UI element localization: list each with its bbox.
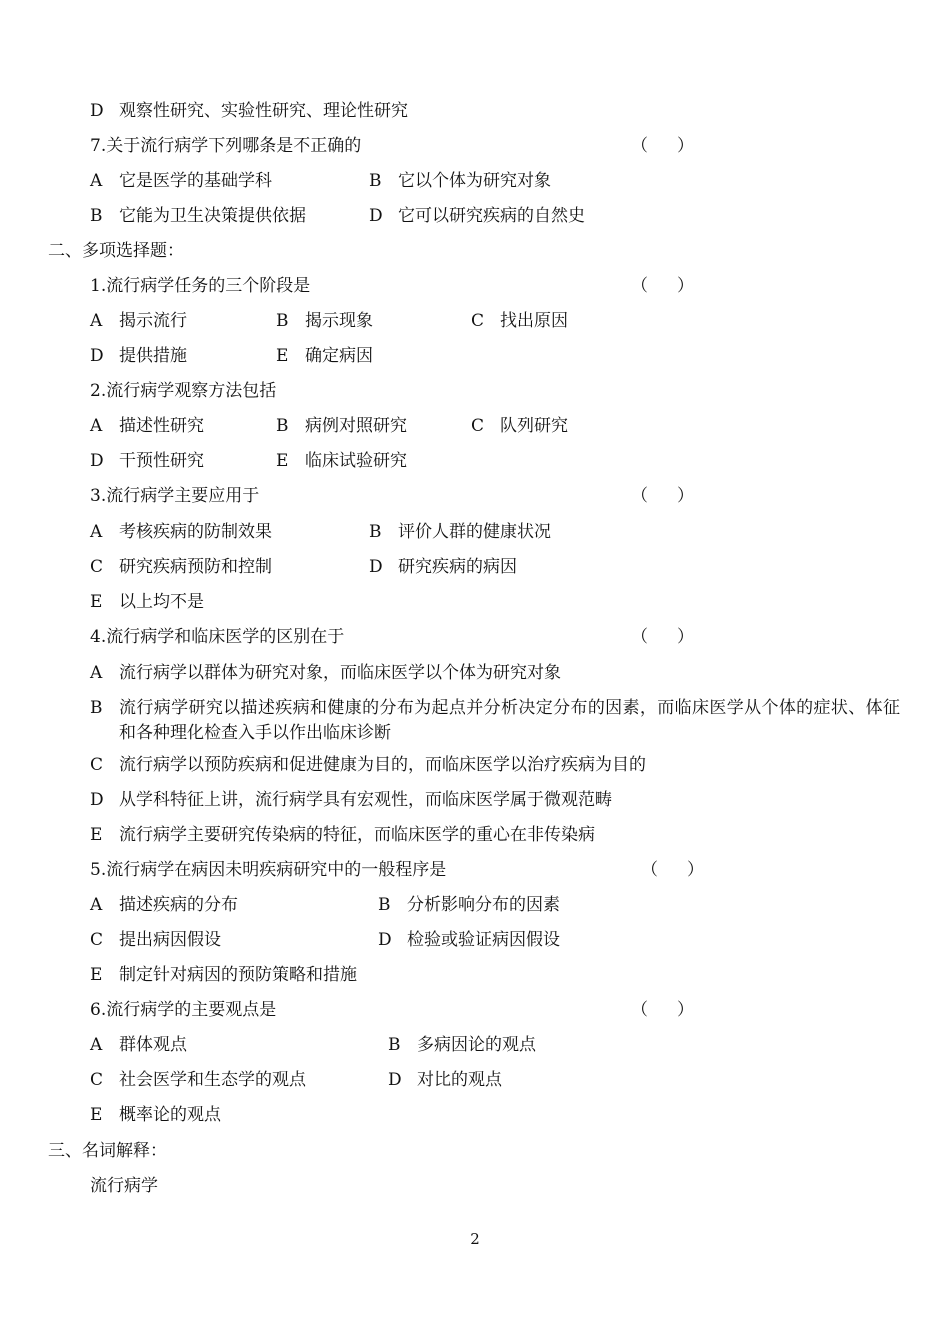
question-stem: 5.流行病学在病因未明疾病研究中的一般程序是 bbox=[90, 860, 447, 880]
option-letter: A bbox=[90, 663, 103, 683]
option-letter: C bbox=[471, 311, 485, 331]
option-text: 检验或验证病因假设 bbox=[407, 930, 560, 950]
option-text: 病例对照研究 bbox=[305, 416, 407, 436]
option-letter: C bbox=[90, 930, 104, 950]
answer-blank[interactable]: （ ） bbox=[631, 136, 694, 156]
option-letter: B bbox=[276, 311, 289, 331]
option-text: 找出原因 bbox=[500, 311, 568, 331]
option-letter: B bbox=[378, 895, 391, 915]
option-text: 多病因论的观点 bbox=[417, 1035, 536, 1055]
option-letter: D bbox=[90, 101, 104, 121]
answer-blank[interactable]: （ ） bbox=[641, 860, 704, 880]
option-letter: D bbox=[90, 346, 104, 366]
option-text: 揭示流行 bbox=[119, 311, 187, 331]
option-letter: D bbox=[90, 790, 104, 810]
option-letter: B bbox=[276, 416, 289, 436]
option-text: 提供措施 bbox=[119, 346, 187, 366]
option-text: 描述疾病的分布 bbox=[119, 895, 238, 915]
option-letter: B bbox=[369, 522, 382, 542]
option-letter: A bbox=[90, 895, 103, 915]
page-number: 2 bbox=[470, 1230, 480, 1248]
option-text: 临床试验研究 bbox=[305, 451, 407, 471]
option-letter: D bbox=[378, 930, 392, 950]
option-text: 描述性研究 bbox=[119, 416, 204, 436]
section-heading-text: 三、名词解释： bbox=[48, 1141, 167, 1161]
option-letter: C bbox=[471, 416, 485, 436]
option-text: 概率论的观点 bbox=[119, 1105, 221, 1125]
answer-blank[interactable]: （ ） bbox=[631, 276, 694, 296]
option-letter: E bbox=[276, 346, 289, 366]
question-stem: 4.流行病学和临床医学的区别在于 bbox=[90, 627, 345, 647]
option-letter: E bbox=[90, 592, 103, 612]
option-text: 队列研究 bbox=[500, 416, 568, 436]
option-text: 制定针对病因的预防策略和措施 bbox=[119, 965, 357, 985]
option-text: 分析影响分布的因素 bbox=[407, 895, 560, 915]
option-text: 流行病学主要研究传染病的特征，而临床医学的重心在非传染病 bbox=[119, 825, 595, 845]
question-stem: 1.流行病学任务的三个阶段是 bbox=[90, 276, 311, 296]
option-letter: A bbox=[90, 416, 103, 436]
question-stem: 2.流行病学观察方法包括 bbox=[90, 381, 277, 401]
answer-blank[interactable]: （ ） bbox=[631, 486, 694, 506]
answer-blank[interactable]: （ ） bbox=[631, 627, 694, 647]
option-text: 揭示现象 bbox=[305, 311, 373, 331]
option-text: 观察性研究、实验性研究、理论性研究 bbox=[119, 101, 408, 121]
option-letter: B bbox=[388, 1035, 401, 1055]
option-letter: B bbox=[90, 206, 103, 226]
term-text: 流行病学 bbox=[90, 1176, 158, 1196]
option-text: 它是医学的基础学科 bbox=[119, 171, 272, 191]
option-text: 确定病因 bbox=[305, 346, 373, 366]
option-text: 社会医学和生态学的观点 bbox=[119, 1070, 306, 1090]
option-letter: D bbox=[90, 451, 104, 471]
option-text: 流行病学研究以描述疾病和健康的分布为起点并分析决定分布的因素，而临床医学从个体的症状、体征和各种理化检查入手以作出临床诊断 bbox=[119, 698, 900, 743]
option-letter: A bbox=[90, 522, 103, 542]
question-stem: 7.关于流行病学下列哪条是不正确的 bbox=[90, 136, 362, 156]
option-letter: B bbox=[369, 171, 382, 191]
option-letter: B bbox=[90, 698, 103, 718]
option-text: 以上均不是 bbox=[119, 592, 204, 612]
option-row-wrapped bbox=[90, 696, 900, 748]
option-text: 研究疾病预防和控制 bbox=[119, 557, 272, 577]
option-letter: A bbox=[90, 171, 103, 191]
option-letter: A bbox=[90, 311, 103, 331]
option-letter: C bbox=[90, 755, 104, 775]
option-text: 它可以研究疾病的自然史 bbox=[398, 206, 585, 226]
option-letter: E bbox=[90, 965, 103, 985]
option-letter: D bbox=[369, 206, 383, 226]
option-text: 流行病学以预防疾病和促进健康为目的，而临床医学以治疗疾病为目的 bbox=[119, 755, 646, 775]
option-text: 考核疾病的防制效果 bbox=[119, 522, 272, 542]
option-text: 它能为卫生决策提供依据 bbox=[119, 206, 306, 226]
option-text: 群体观点 bbox=[119, 1035, 187, 1055]
option-letter: C bbox=[90, 1070, 104, 1090]
answer-blank[interactable]: （ ） bbox=[631, 1000, 694, 1020]
section-heading-text: 二、多项选择题： bbox=[48, 241, 184, 261]
option-text: 研究疾病的病因 bbox=[398, 557, 517, 577]
option-text: 干预性研究 bbox=[119, 451, 204, 471]
option-letter: E bbox=[276, 451, 289, 471]
option-text: 评价人群的健康状况 bbox=[398, 522, 551, 542]
option-letter: E bbox=[90, 825, 103, 845]
option-letter: E bbox=[90, 1105, 103, 1125]
option-text: 从学科特征上讲，流行病学具有宏观性，而临床医学属于微观范畴 bbox=[119, 790, 612, 810]
option-letter: D bbox=[369, 557, 383, 577]
option-text: 流行病学以群体为研究对象，而临床医学以个体为研究对象 bbox=[119, 663, 561, 683]
option-text: 对比的观点 bbox=[417, 1070, 502, 1090]
question-stem: 6.流行病学的主要观点是 bbox=[90, 1000, 277, 1020]
option-text: 它以个体为研究对象 bbox=[398, 171, 551, 191]
option-text: 提出病因假设 bbox=[119, 930, 221, 950]
question-stem: 3.流行病学主要应用于 bbox=[90, 486, 260, 506]
option-letter: D bbox=[388, 1070, 402, 1090]
option-letter: A bbox=[90, 1035, 103, 1055]
option-letter: C bbox=[90, 557, 104, 577]
